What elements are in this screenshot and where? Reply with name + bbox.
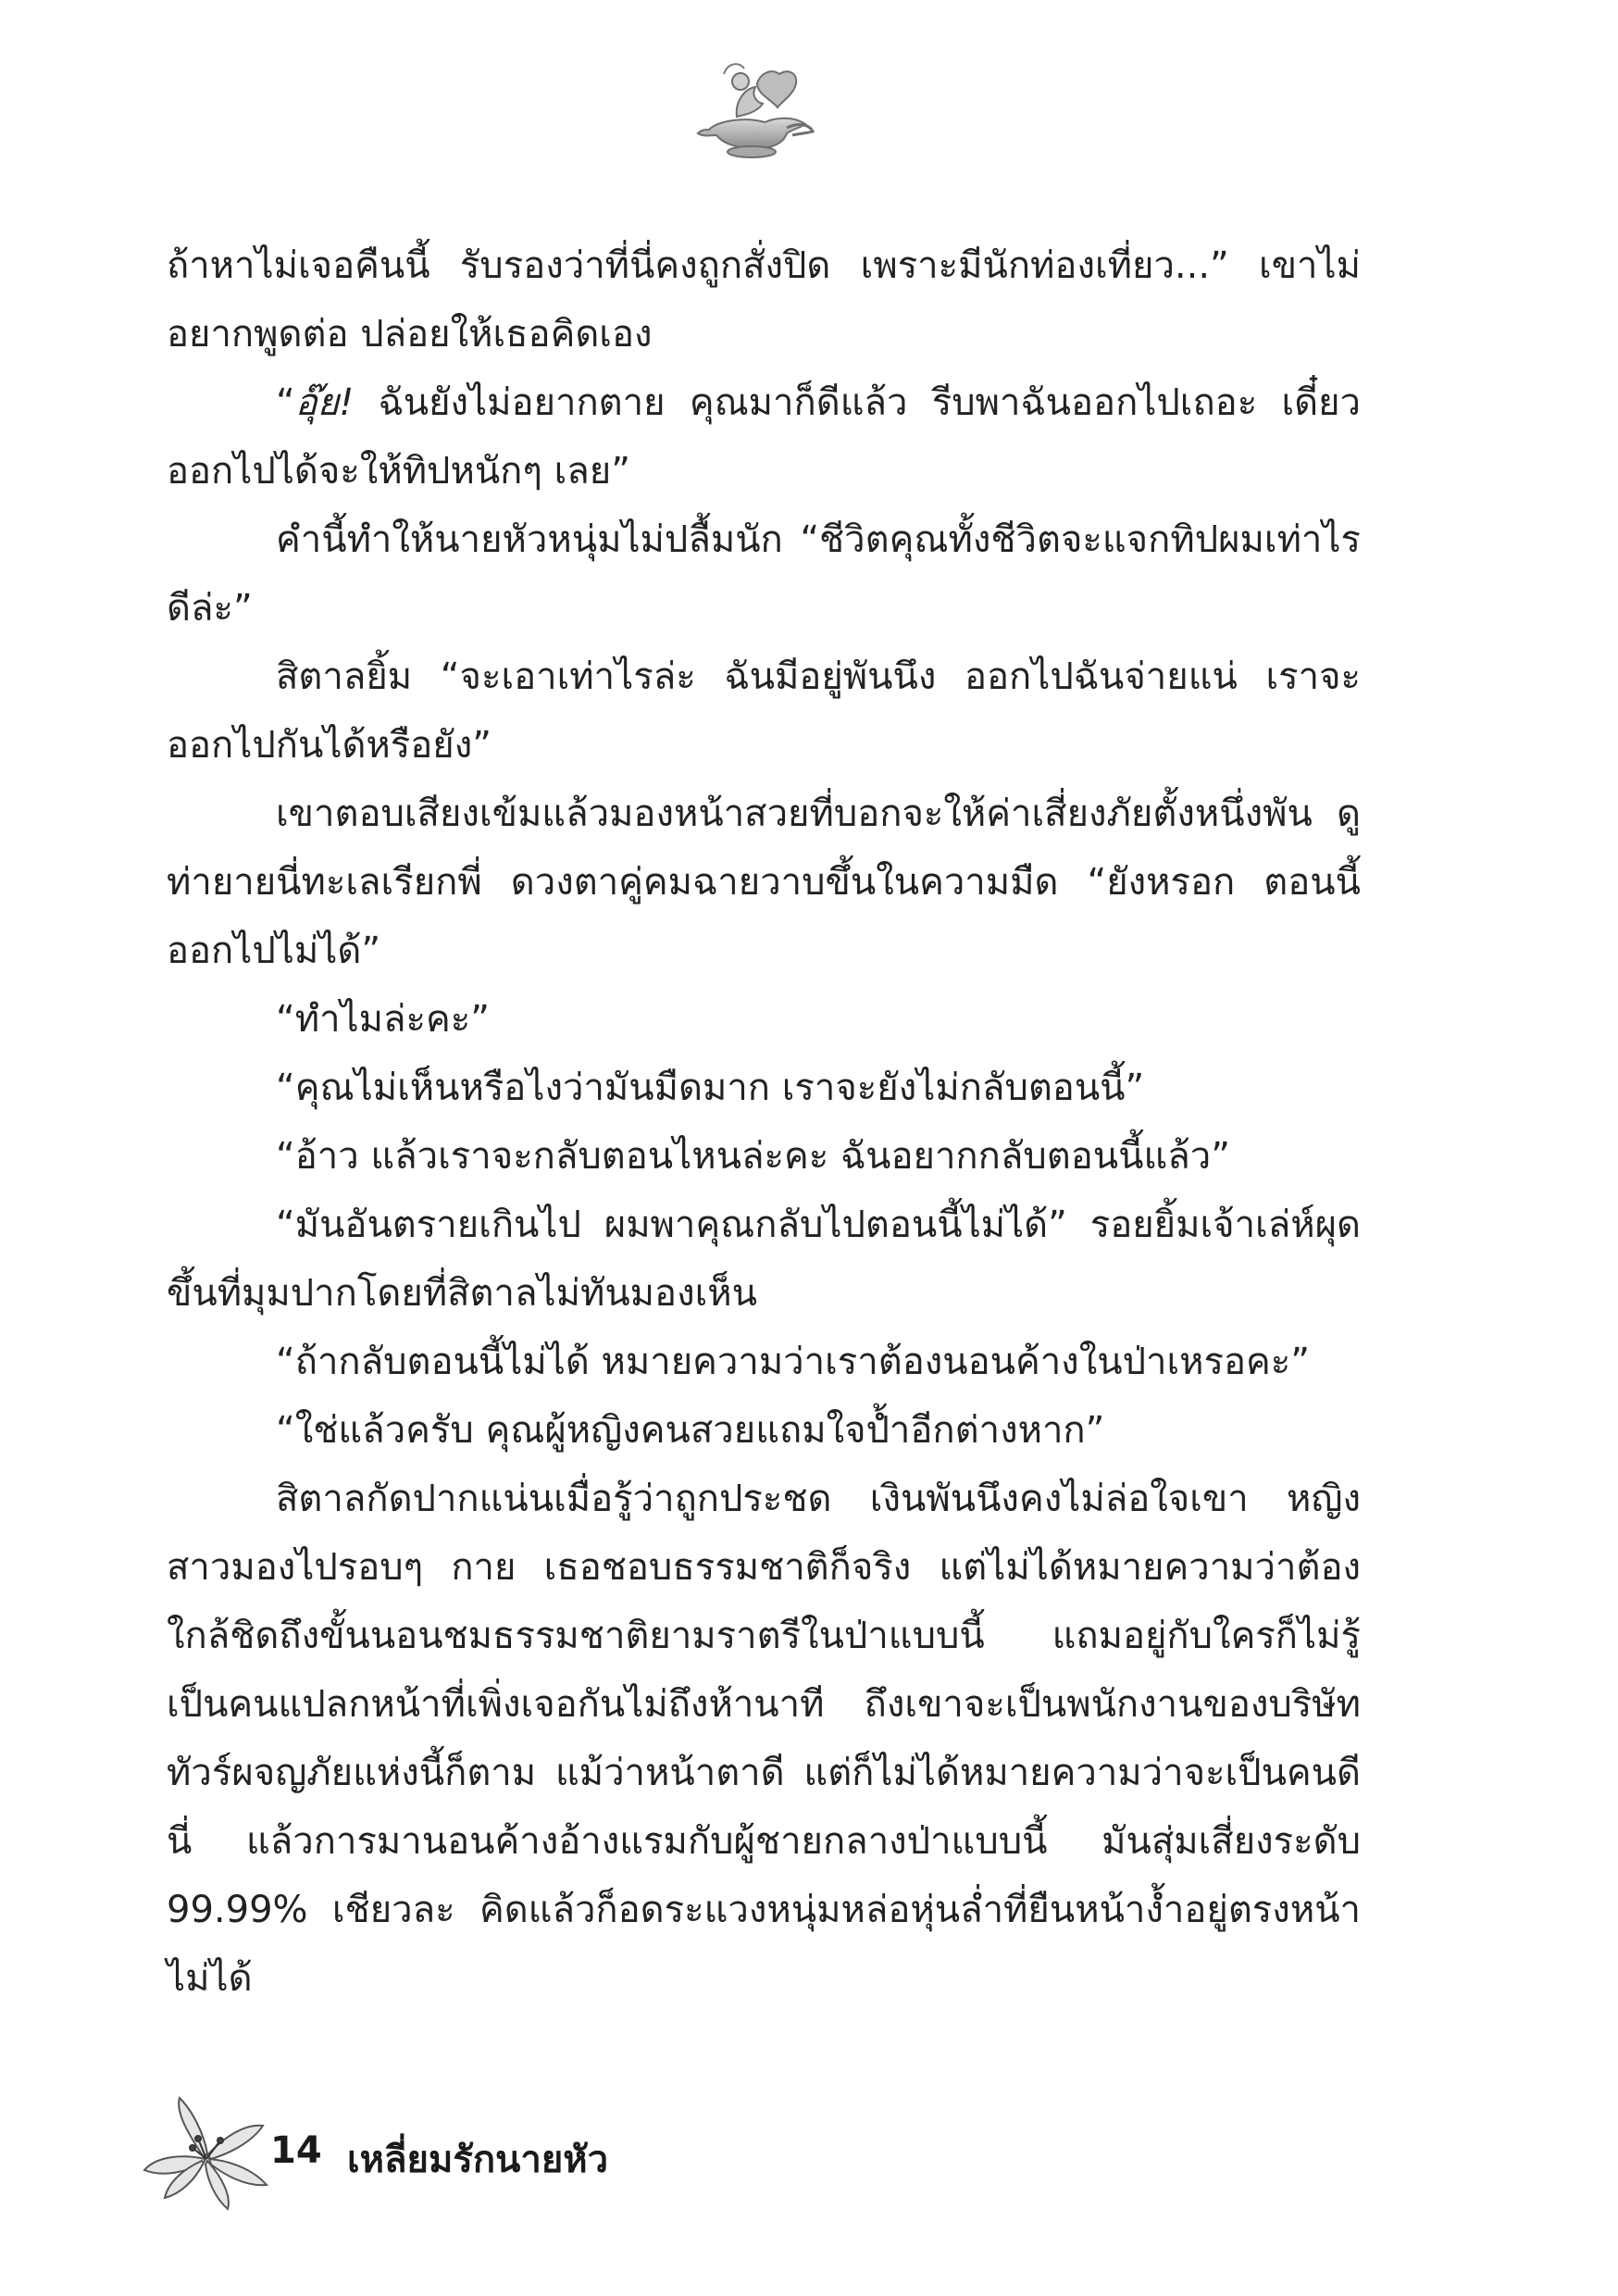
- story-text: [167, 231, 1361, 2013]
- paragraph: “อ้าว แล้วเราจะกลับตอนไหนล่ะคะ ฉันอยากกลับตอนนี้แล้ว”: [276, 1135, 1230, 1178]
- book-title: เหลี่ยมรักนายหัว: [347, 2139, 609, 2181]
- paragraph: เขาตอบเสียงเข้มแล้วมองหน้าสวยที่บอกจะให้ค่าเสี่ยงภัยตั้งหนึ่งพัน ดูท่ายายนี่ทะเลเรียกพี่ ดวงตาคู่คมฉายวาบขึ้นในความมืด “ยังหรอก ตอนนี้ออกไปไม่ได้”: [167, 792, 1361, 972]
- paragraph: [167, 368, 1361, 505]
- paragraph: สิตาลยิ้ม “จะเอาเท่าไรล่ะ ฉันมีอยู่พันนึง ออกไปฉันจ่ายแน่ เราจะออกไปกันได้หรือยัง”: [167, 655, 1361, 767]
- open-quote: “: [276, 381, 295, 424]
- page-number: 14: [270, 2129, 322, 2172]
- page-footer: [139, 2092, 787, 2203]
- paragraph: “คุณไม่เห็นหรือไงว่ามันมืดมาก เราจะยังไม่กลับตอนนี้”: [276, 1067, 1145, 1109]
- paragraph: “ทำไมล่ะคะ”: [276, 998, 490, 1041]
- lily-flower-icon: [139, 2092, 278, 2213]
- paragraph: “ใช่แล้วครับ คุณผู้หญิงคนสวยแถมใจป้ำอีกต่างหาก”: [276, 1409, 1105, 1452]
- italic-exclamation: อุ๊ย!: [294, 381, 355, 424]
- paragraph: ถ้าหาไม่เจอคืนนี้ รับรองว่าที่นี่คงถูกสั่งปิด เพราะมีนักท่องเที่ยว...” เขาไม่อยากพูดต่อ ปล่อยให้เธอคิดเอง: [167, 244, 1361, 356]
- paragraph: คำนี้ทำให้นายหัวหนุ่มไม่ปลื้มนัก “ชีวิตคุณทั้งชีวิตจะแจกทิปผมเท่าไรดีล่ะ”: [167, 518, 1361, 630]
- paragraph: “ถ้ากลับตอนนี้ไม่ได้ หมายความว่าเราต้องนอนค้างในป่าเหรอคะ”: [276, 1341, 1310, 1383]
- paragraph: สิตาลกัดปากแน่นเมื่อรู้ว่าถูกประชด เงินพันนึงคงไม่ล่อใจเขา หญิงสาวมองไปรอบๆ กาย เธอชอบธรรมชาติก็จริง แต่ไม่ได้หมายความว่าต้องใกล้ชิดถึงขั้นนอนชมธรรมชาติยามราตรีในป่าแบบนี้ แถมอยู่กับใครก็ไม่รู้ เป็นคนแปลกหน้าที่เพิ่งเจอกันไม่ถึงห้านาที ถึงเขาจะเป็นพนักงานของบริษัททัวร์ผจญภัยแห่งนี้ก็ตาม แม้ว่าหน้าตาดี แต่ก็ไม่ได้หมายความว่าจะเป็นคนดีนี่ แล้วการมานอนค้างอ้างแรมกับผู้ชายกลางป่าแบบนี้ มันสุ่มเสี่ยงระดับ 99.99% เชียวละ คิดแล้วก็อดระแวงหนุ่มหล่อหุ่นล่ำที่ยืนหน้างํ้าอยู่ตรงหน้าไม่ได้: [167, 1478, 1361, 2000]
- lamp-with-cupid-icon: [691, 56, 820, 167]
- paragraph-text: ฉันยังไม่อยากตาย คุณมาก็ดีแล้ว รีบพาฉันออกไปเถอะ เดี๋ยวออกไปได้จะให้ทิปหนักๆ เลย”: [167, 381, 1361, 493]
- paragraph: “มันอันตรายเกินไป ผมพาคุณกลับไปตอนนี้ไม่ได้” รอยยิ้มเจ้าเล่ห์ผุดขึ้นที่มุมปากโดยที่สิตาลไม่ทันมองเห็น: [167, 1204, 1361, 1315]
